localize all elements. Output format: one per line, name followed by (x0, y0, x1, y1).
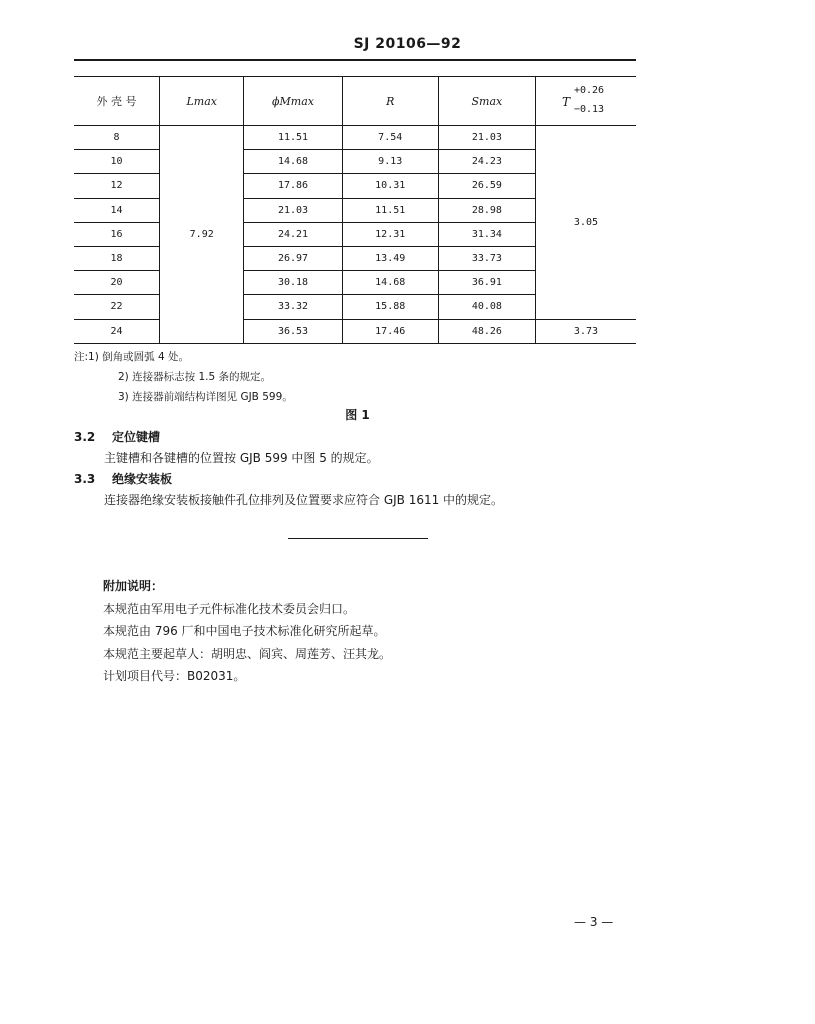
cell-shell: 8 (74, 126, 160, 150)
section-3-2-heading (74, 428, 160, 445)
note-3: 3) 连接器前端结构详图见 GJB 599。 (118, 391, 293, 403)
cell-m: 14.68 (244, 150, 342, 174)
end-divider (288, 538, 428, 539)
additional-notes (103, 575, 391, 688)
additional-heading: 附加说明： (103, 579, 164, 593)
section-number: 3.3 (74, 472, 96, 486)
t-symbol: T (561, 95, 570, 109)
cell-s: 26.59 (438, 174, 535, 198)
cell-shell: 18 (74, 246, 160, 270)
cell-m: 21.03 (244, 198, 342, 222)
cell-t-last: 3.73 (535, 319, 636, 343)
cell-r: 9.13 (342, 150, 438, 174)
cell-r: 7.54 (342, 126, 438, 150)
table-header-row (74, 77, 636, 126)
header-r: R (342, 77, 438, 126)
section-number: 3.2 (74, 430, 96, 444)
cell-shell: 14 (74, 198, 160, 222)
cell-s: 33.73 (438, 246, 535, 270)
cell-l-max-merged: 7.92 (160, 126, 244, 344)
cell-m: 17.86 (244, 174, 342, 198)
table-notes (74, 347, 293, 407)
cell-m: 24.21 (244, 222, 342, 246)
section-title: 绝缘安装板 (112, 472, 173, 486)
cell-r: 11.51 (342, 198, 438, 222)
additional-line: 计划项目代号：B02031。 (103, 669, 246, 683)
cell-r: 15.88 (342, 295, 438, 319)
cell-shell: 20 (74, 271, 160, 295)
table-row (74, 319, 636, 343)
figure-caption: 图 1 (345, 408, 370, 422)
cell-s: 28.98 (438, 198, 535, 222)
cell-shell: 10 (74, 150, 160, 174)
cell-shell: 16 (74, 222, 160, 246)
cell-s: 36.91 (438, 271, 535, 295)
section-3-3-heading (74, 470, 172, 487)
cell-t-merged: 3.05 (535, 126, 636, 320)
section-3-2-text: 主键槽和各键槽的位置按 GJB 599 中图 5 的规定。 (104, 451, 379, 465)
header-shell-number: 外 壳 号 (74, 77, 160, 126)
cell-r: 12.31 (342, 222, 438, 246)
cell-shell: 12 (74, 174, 160, 198)
cell-m: 11.51 (244, 126, 342, 150)
cell-shell: 22 (74, 295, 160, 319)
cell-m: 26.97 (244, 246, 342, 270)
header-s-max: Smax (438, 77, 535, 126)
cell-r: 14.68 (342, 271, 438, 295)
cell-s: 31.34 (438, 222, 535, 246)
dimension-table (74, 76, 636, 344)
note-1: 注:1) 倒角或圆弧 4 处。 (74, 351, 190, 363)
cell-s: 21.03 (438, 126, 535, 150)
cell-s: 48.26 (438, 319, 535, 343)
header-t-tolerance (535, 77, 636, 126)
cell-r: 13.49 (342, 246, 438, 270)
t-lower-tolerance: −0.13 (573, 104, 605, 115)
cell-r: 17.46 (342, 319, 438, 343)
additional-line: 本规范由军用电子元件标准化技术委员会归口。 (103, 601, 356, 616)
cell-m: 33.32 (244, 295, 342, 319)
table-row (74, 126, 636, 150)
cell-shell: 24 (74, 319, 160, 343)
section-title: 定位键槽 (112, 430, 161, 444)
cell-m: 36.53 (244, 319, 342, 343)
note-2: 2) 连接器标志按 1.5 条的规定。 (118, 371, 271, 383)
header-phi-m-max: ϕMmax (244, 77, 342, 126)
t-upper-tolerance: +0.26 (573, 85, 605, 96)
cell-s: 24.23 (438, 150, 535, 174)
additional-line: 本规范由 796 厂和中国电子技术标准化研究所起草。 (103, 624, 386, 638)
cell-r: 10.31 (342, 174, 438, 198)
cell-m: 30.18 (244, 271, 342, 295)
document-code-header: SJ 20106—92 (353, 36, 462, 52)
page-number: — 3 — (574, 915, 614, 929)
cell-s: 40.08 (438, 295, 535, 319)
additional-line: 本规范主要起草人：胡明忠、阎宾、周莲芳、汪其龙。 (103, 646, 392, 661)
header-rule (74, 59, 636, 61)
header-l-max: Lmax (160, 77, 244, 126)
section-3-3-text: 连接器绝缘安装板接触件孔位排列及位置要求应符合 GJB 1611 中的规定。 (104, 493, 504, 507)
